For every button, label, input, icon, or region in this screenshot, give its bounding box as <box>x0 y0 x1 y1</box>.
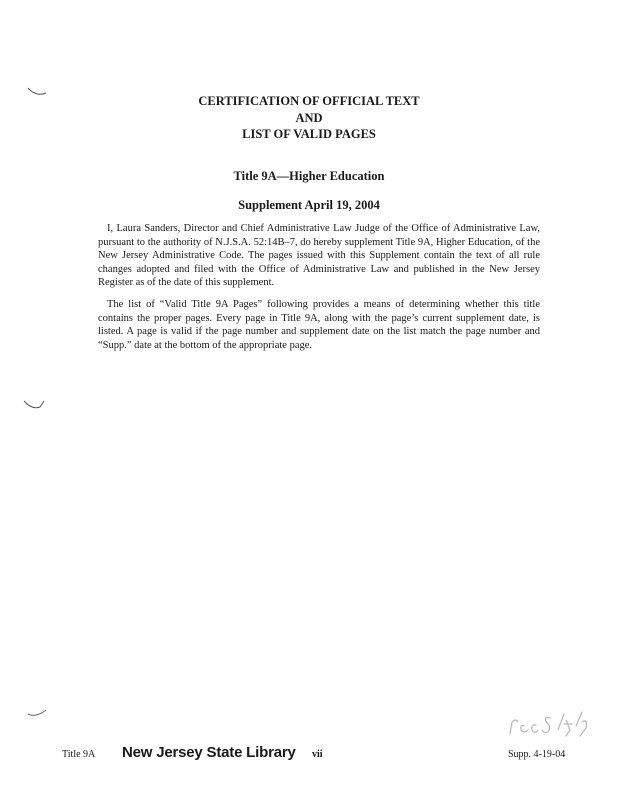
paragraph-certification: I, Laura Sanders, Director and Chief Administrative Law Judge of the Office of Administrative Law, pursuant to the authority of N.J.S.A. 52:14B–7, do hereby supplement Title 9A, Higher Education, of the New Jersey Administrative Code. The pages issued with this Supplement contain the text of all rule changes adopted and filed with the Office of Administrative Law and published in the New Jersey Register as of the date of this supplement. <box>98 223 540 289</box>
binder-hole-mark-bottom <box>26 706 50 720</box>
heading-line-3: LIST OF VALID PAGES <box>242 127 376 141</box>
handwritten-annotation <box>506 706 590 740</box>
binder-hole-mark-middle <box>22 398 48 412</box>
supplement-heading: Supplement April 19, 2004 <box>238 198 380 212</box>
footer-supp-date: Supp. 4-19-04 <box>508 749 566 760</box>
footer-page-number: vii <box>312 749 323 760</box>
heading-line-1: CERTIFICATION OF OFFICIAL TEXT <box>198 94 420 108</box>
certification-heading <box>0 93 618 143</box>
footer-library-stamp: New Jersey State Library <box>122 744 296 761</box>
title-heading: Title 9A—Higher Education <box>233 169 385 183</box>
body-text <box>98 222 540 360</box>
heading-line-2: AND <box>295 110 323 125</box>
paragraph-valid-pages: The list of “Valid Title 9A Pages” following provides a means of determining whether this title contains the proper pages. Every page in Title 9A, along with the page’s current supplement date, is listed. A page is valid if the page number and supplement date on the list match the page number and “Supp.” date at the bottom of the appropriate page. <box>98 298 540 351</box>
footer-title: Title 9A <box>62 749 96 760</box>
